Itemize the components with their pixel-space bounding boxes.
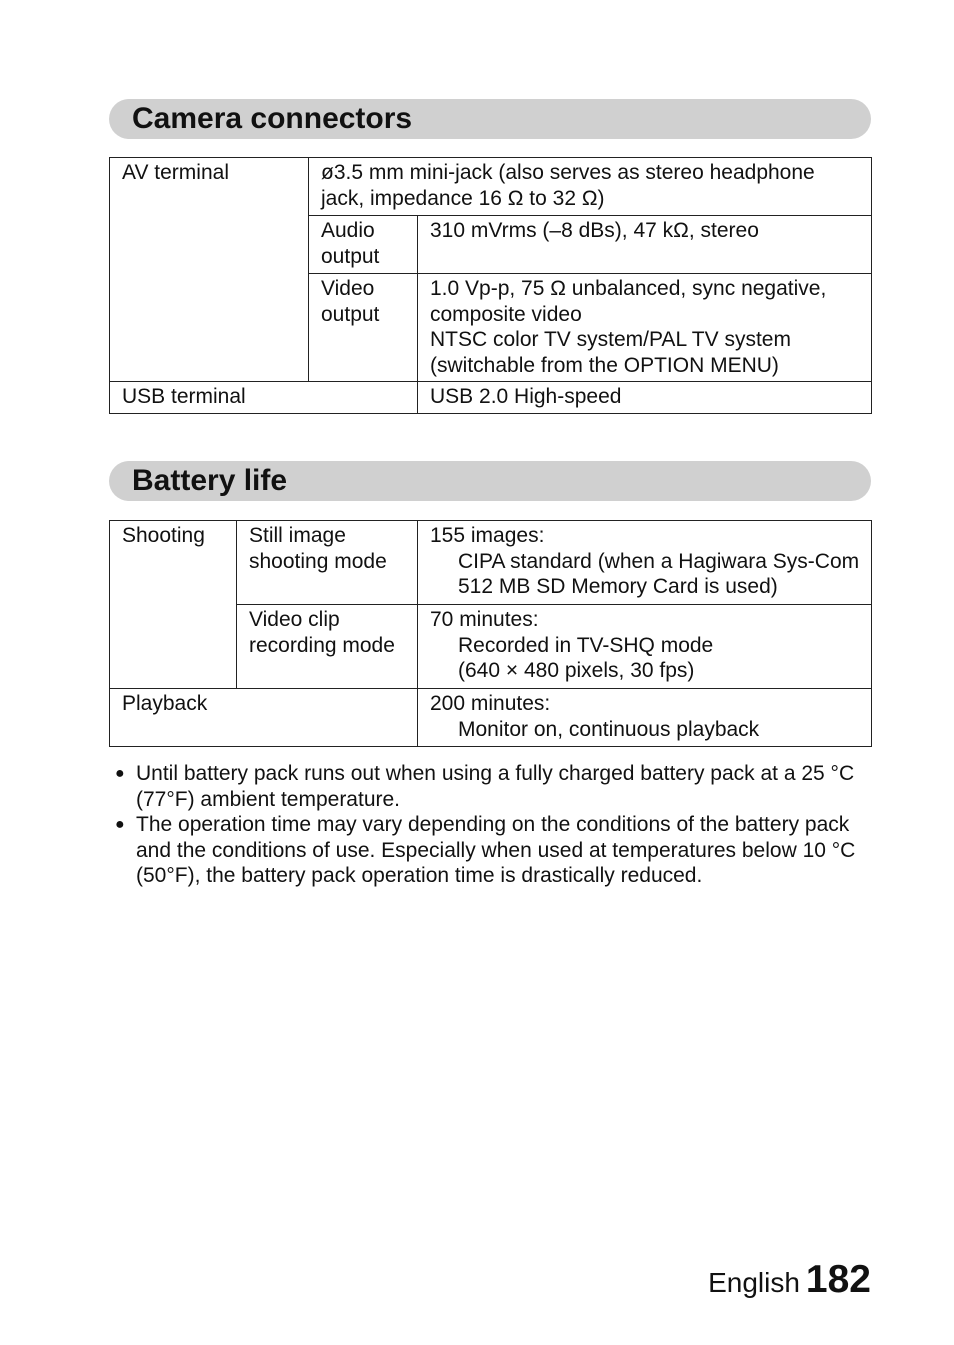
playback-value bbox=[418, 689, 872, 747]
playback-duration: 200 minutes: bbox=[430, 692, 551, 715]
camera-connectors-header bbox=[109, 99, 871, 139]
shooting-label: Shooting bbox=[110, 521, 237, 689]
still-image-detail: CIPA standard (when a Hagiwara Sys-Com 512 MB SD Memory Card is used) bbox=[458, 549, 860, 598]
footer-language: English bbox=[708, 1267, 800, 1298]
playback-detail: Monitor on, continuous playback bbox=[458, 717, 760, 741]
bullet-icon: ● bbox=[115, 816, 125, 833]
playback-label: Playback bbox=[110, 689, 418, 747]
list-item bbox=[115, 812, 875, 889]
av-terminal-label: AV terminal bbox=[110, 158, 309, 382]
note-text: Until battery pack runs out when using a fully charged battery pack at a 25 °C (77°F) ambient temperature. bbox=[136, 762, 855, 811]
note-text: The operation time may vary depending on the conditions of the battery pack and the conditions of use. Especially when used at temperatures below 10 °C (50°F), the battery pack operation time is drastically reduced. bbox=[136, 813, 856, 887]
page-number: 182 bbox=[805, 1258, 871, 1301]
video-clip-duration: 70 minutes: bbox=[430, 608, 539, 631]
still-image-value bbox=[418, 521, 872, 605]
video-output-line-1: 1.0 Vp-p, 75 Ω unbalanced, sync negative, composite video bbox=[430, 277, 827, 326]
usb-terminal-value: USB 2.0 High-speed bbox=[418, 382, 872, 414]
still-image-mode-label: Still image shooting mode bbox=[237, 521, 418, 605]
audio-output-label: Audio output bbox=[309, 216, 418, 274]
list-item bbox=[115, 761, 875, 812]
video-clip-mode-label: Video clip recording mode bbox=[237, 605, 418, 689]
table-row bbox=[110, 158, 872, 216]
video-output-label: Video output bbox=[309, 274, 418, 382]
notes-list bbox=[115, 761, 875, 889]
section-title-camera-connectors: Camera connectors bbox=[132, 102, 413, 135]
video-output-value bbox=[418, 274, 872, 382]
battery-life-table bbox=[109, 520, 872, 747]
video-clip-value bbox=[418, 605, 872, 689]
table-row bbox=[110, 689, 872, 747]
camera-connectors-table bbox=[109, 157, 872, 414]
battery-life-header bbox=[109, 461, 871, 501]
audio-output-value: 310 mVrms (–8 dBs), 47 kΩ, stereo bbox=[418, 216, 872, 274]
bullet-icon: ● bbox=[115, 765, 125, 782]
video-clip-detail-2: (640 × 480 pixels, 30 fps) bbox=[458, 659, 695, 682]
page-footer bbox=[708, 1258, 871, 1302]
table-row bbox=[110, 382, 872, 414]
section-title-battery-life: Battery life bbox=[132, 464, 288, 497]
video-output-line-2: NTSC color TV system/PAL TV system (switchable from the OPTION MENU) bbox=[430, 328, 791, 377]
av-terminal-description: ø3.5 mm mini-jack (also serves as stereo headphone jack, impedance 16 Ω to 32 Ω) bbox=[309, 158, 872, 216]
still-image-count: 155 images: bbox=[430, 524, 545, 547]
usb-terminal-label: USB terminal bbox=[110, 382, 418, 414]
table-row bbox=[110, 521, 872, 605]
video-clip-detail-1: Recorded in TV-SHQ mode bbox=[458, 633, 714, 657]
